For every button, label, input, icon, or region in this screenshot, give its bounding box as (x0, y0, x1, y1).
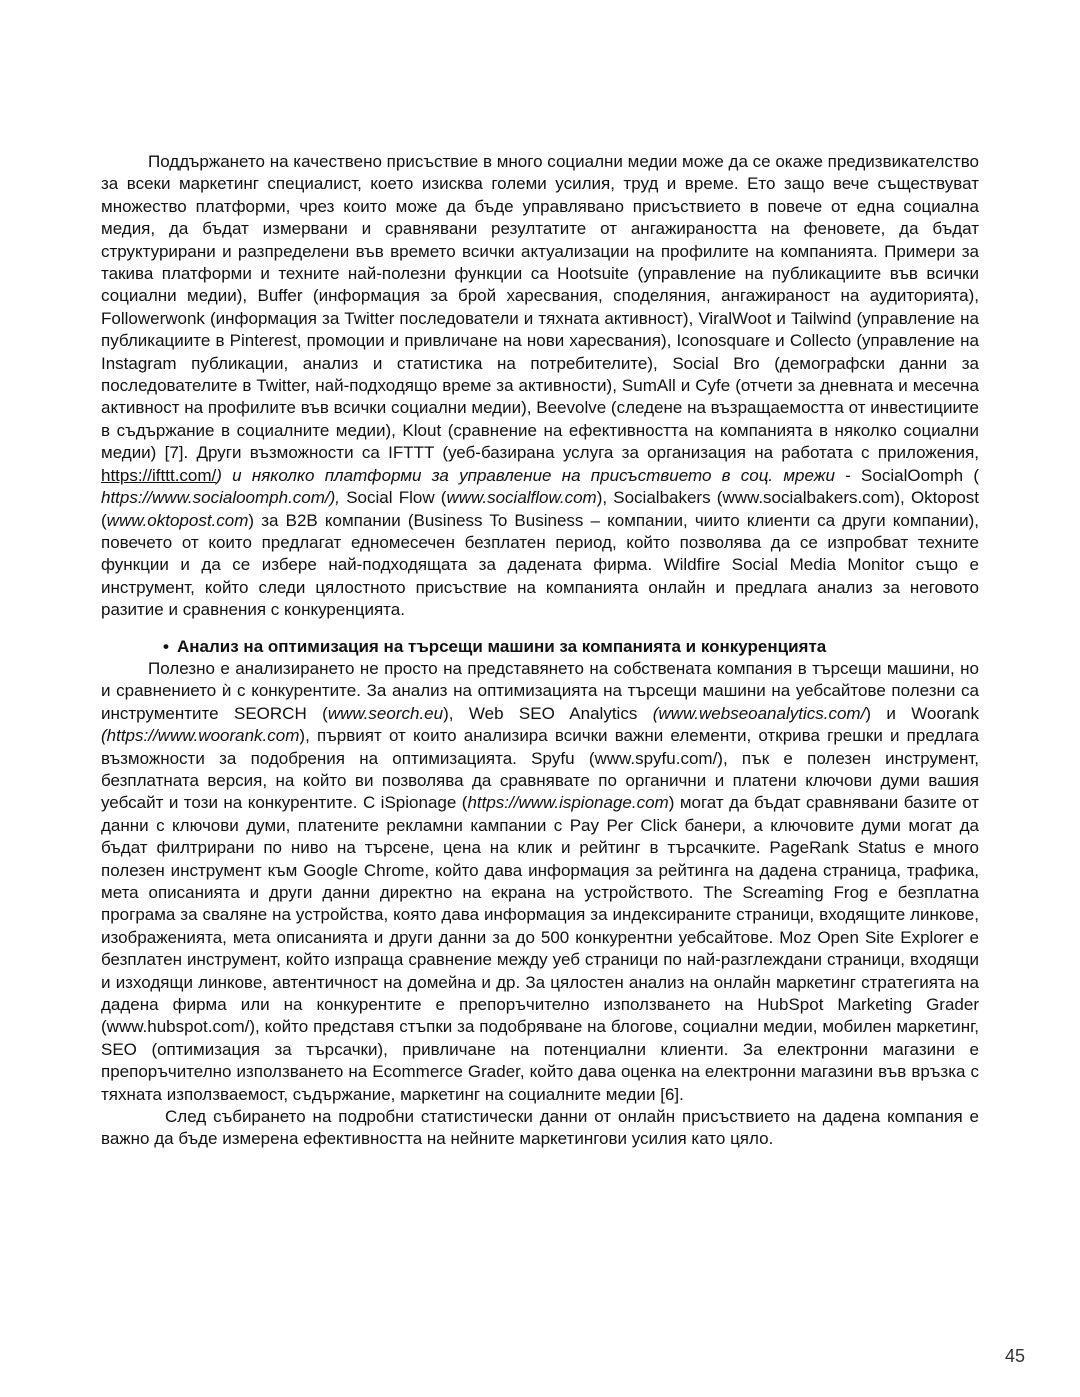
paragraph-text: ), Web SEO Analytics (443, 703, 653, 723)
bullet-icon: • (163, 636, 169, 656)
oktopost-url: www.oktopost.com (106, 510, 249, 530)
paragraph-text: ) и Woorank (865, 703, 979, 723)
page-number: 45 (1005, 1346, 1026, 1366)
socialflow-url: www.socialflow.com (446, 488, 597, 508)
paragraph-text: - SocialOomph ( (834, 465, 980, 485)
seorch-url: www.seorch.eu (327, 703, 444, 723)
page-body (101, 151, 979, 1151)
paragraph-text: Полезно е анализирането не просто на представянето на собствената компания в търсещи машини, но и сравнението ѝ с конкурентите. За анализ на оптимизацията на търсещи машини на уебсайтове полезни са инструментите SEORCH ( (101, 658, 979, 723)
paragraph-text: След събирането на подробни статистически данни от онлайн присъствието на дадена компания е важно да бъде измерена ефективността на нейните маркетингови усилия като цяло. (101, 1107, 979, 1149)
socialoomph-url: https://www.socialoomph.com/), (101, 488, 341, 508)
section-heading (163, 636, 979, 658)
webseoanalytics-url: (www.webseoanalytics.com/ (652, 703, 866, 723)
paragraph-text: ) могат да бъдат сравнявани базите от данни с ключови думи, платените рекламни кампании с Pay Per Click банери, а ключовите думи могат да бъдат филтрирани по ниво на търсене, цена на клик и рейтинг в търсачките. PageRank Status е много полезен инструмент към Google Chrome, който дава информация за рейтинга на дадена страница, трафика, мета описанията и други данни директно на екрана на устройството. The Screaming Frog е безплатна програма за сваляне на устройства, която дава информация за индексираните страници, входящите линкове, изображенията, мета описанията и други данни за до 500 конкурентни уебсайтове. Moz Open Site Explorer е безплатен инструмент, който изпраща сравнение между уеб страници по най-разглеждани страници, входящи и изходящи линкове, автентичност на домейна и др. За цялостен анализ на онлайн маркетинг стратегията на дадена фирма или на конкурентите е препоръчително използването на HubSpot Marketing Grader (www.hubspot.com/), който представя стъпки за подобряване на блогове, социални медии, мобилен маркетинг, SEO (оптимизация за търсачки), привличане на потенциални клиенти. За електронни магазини е препоръчително използването на Ecommerce Grader, който дава оценка на електронни магазини във връзка с тяхната използваемост, съдържание, маркетинг на социалните медии [6]. (101, 793, 979, 1104)
body-paragraph-conclusion (101, 1106, 979, 1151)
paragraph-text: Поддържането на качествено присъствие в много социални медии може да се окаже предизвикателство за всеки маркетинг специалист, което изисква големи усилия, труд и време. Ето защо вече съществуват множество платформи, чрез които може да бъде управлявано присъствието в повече от една социална медия, да бъдат измервани и сравнявани резултатите от ангажираността на феновете, да бъдат структурирани и разпределени във времето всички актуализации на профилите на компанията. Примери за такива платформи и техните най-полезни функции са Hootsuite (управление на публикациите във всички социални медии), Buffer (информация за брой харесвания, споделяния, ангажираност на аудиторията), Followerwonk (информация за Twitter последователи и тяхната активност), ViralWoot и Tailwind (управление на публикациите в Pinterest, промоции и привличане на нови харесвания), Iconosquare и Collecto (управление на Instagram публикации, анализ и статистика на потребителите), Social Bro (демографски данни за последователите в Twitter, най-подходящо време за активности), SumAll и Cyfe (отчети за дневната и месечна активност на профилите във всички социални медии), Beevolve (следене на възращаемостта от инвестициите в съдържание в социалните медии), Klout (сравнение на ефективността на компанията в няколко социални медии) [7]. Други възможности са IFTTT (уеб-базирана услуга за организация на работата с приложения, (101, 152, 979, 463)
paragraph-text: ) за B2B компании (Business To Business – компании, чиито клиенти са други компании), повечето от които предлагат едномесечен безплатен период, който позволява да се изпробват техните функции и да се избере най-подходящата за дадената фирма. Wildfire Social Media Monitor също е инструмент, който следи цялостното присъствие на компанията онлайн и предлага анализ за неговото разитие и сравнения с конкуренцията. (101, 510, 979, 620)
ifttt-link[interactable]: https://ifttt.com/ (101, 465, 217, 485)
body-paragraph-seo-tools (101, 658, 979, 1106)
body-paragraph-social-platforms (101, 151, 979, 622)
paragraph-text: ), Socialbakers (www.socialbakers.com), Oktopost ( (101, 488, 979, 530)
paragraph-text: Social Flow ( (340, 488, 447, 508)
woorank-url: (https://www.woorank.com (101, 726, 300, 746)
section-heading-text: Анализ на оптимизация на търсещи машини за компанията и конкуренцията (177, 636, 827, 656)
paragraph-text: ), първият от които анализира всички важни елементи, открива грешки и предлага възможности за подобрения на оптимизацията. Spyfu (www.spyfu.com/), пък е полезен инструмент, безплатната версия, на който ви позволява да сравнявате по органични и платени ключови думи вашия уебсайт и този на конкурентите. С iSpionage ( (101, 726, 979, 813)
paragraph-italic-text: ) и няколко платформи за управление на присъствието в соц. мрежи (216, 465, 835, 485)
ispionage-url: https://www.ispionage.com (467, 793, 669, 813)
